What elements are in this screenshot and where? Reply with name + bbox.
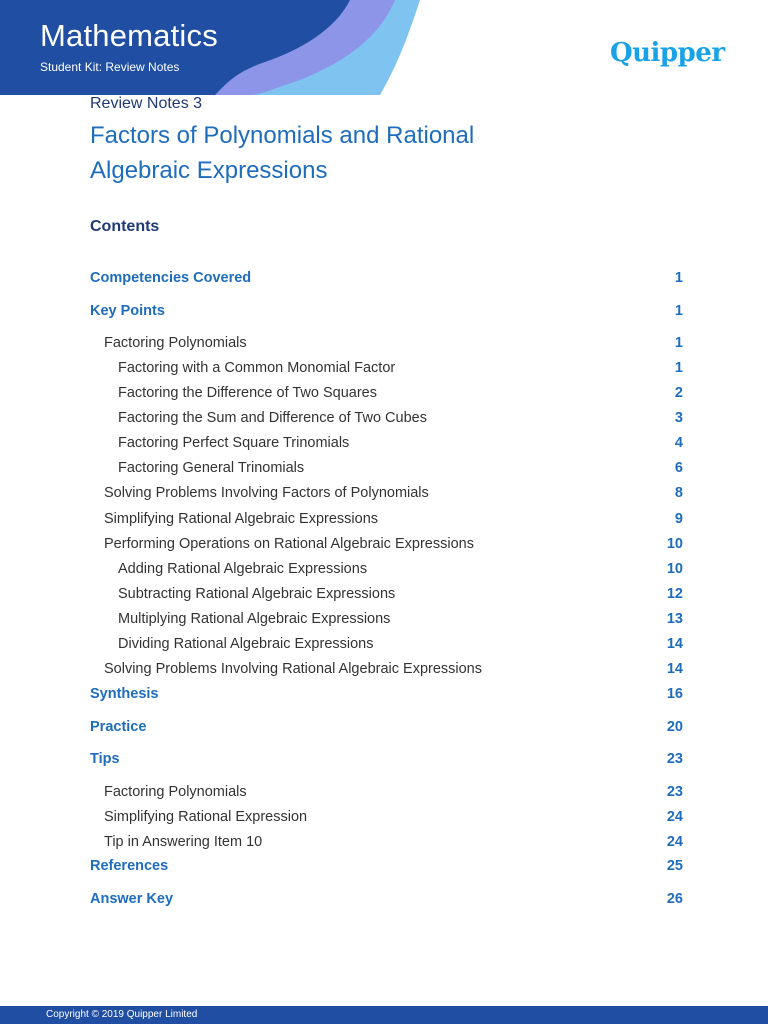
toc-entry-label: Multiplying Rational Algebraic Expressions <box>118 611 391 627</box>
copyright-text: Copyright © 2019 Quipper Limited <box>46 1009 198 1020</box>
toc-entry[interactable] <box>104 533 683 555</box>
toc-entry-label: Factoring the Sum and Difference of Two Cubes <box>118 410 427 426</box>
toc-entry-page: 14 <box>666 636 683 652</box>
toc-entry[interactable] <box>90 748 683 770</box>
toc-entry[interactable] <box>118 558 683 580</box>
toc-entry[interactable] <box>118 432 683 454</box>
toc-entry[interactable] <box>104 781 683 803</box>
toc-entry[interactable] <box>104 806 683 828</box>
toc-entry-page: 25 <box>666 858 683 874</box>
toc-entry-page: 13 <box>666 611 683 627</box>
toc-entry-label: Factoring Polynomials <box>104 784 247 800</box>
toc-entry-page: 20 <box>666 719 683 735</box>
toc-entry-label: Tip in Answering Item 10 <box>104 834 263 850</box>
toc-entry-label: References <box>90 858 169 874</box>
toc-entry[interactable] <box>90 716 683 738</box>
toc-entry-page: 10 <box>666 536 683 552</box>
toc-entry-page: 3 <box>674 410 683 426</box>
toc-entry-label: Factoring with a Common Monomial Factor <box>118 360 396 376</box>
toc-entry-label: Key Points <box>90 303 165 319</box>
toc-entry-label: Answer Key <box>90 891 174 907</box>
kit-subtitle: Student Kit: Review Notes <box>40 60 180 74</box>
toc-entry[interactable] <box>90 300 683 322</box>
toc-entry[interactable] <box>90 888 683 910</box>
toc-entry-label: Tips <box>90 751 120 767</box>
quipper-logo: Quipper <box>610 38 725 68</box>
contents-heading: Contents <box>90 218 160 235</box>
toc-entry-page: 9 <box>674 511 683 527</box>
review-notes-label: Review Notes 3 <box>90 95 203 112</box>
toc-entry-page: 24 <box>666 809 683 825</box>
toc-entry[interactable] <box>90 267 683 289</box>
toc-entry-label: Solving Problems Involving Rational Algebraic Expressions <box>104 661 482 677</box>
toc-entry[interactable] <box>118 633 683 655</box>
toc-entry-label: Practice <box>90 719 147 735</box>
toc-entry-page: 16 <box>666 686 683 702</box>
toc-entry-label: Factoring the Difference of Two Squares <box>118 385 377 401</box>
toc-entry-page: 6 <box>674 460 683 476</box>
toc-entry[interactable] <box>104 482 683 504</box>
toc-entry-page: 1 <box>674 360 683 376</box>
toc-entry[interactable] <box>90 683 683 705</box>
toc-entry[interactable] <box>118 382 683 404</box>
toc-entry-page: 4 <box>674 435 683 451</box>
toc-entry-page: 10 <box>666 561 683 577</box>
toc-entry[interactable] <box>104 508 683 530</box>
toc-entry-page: 24 <box>666 834 683 850</box>
toc-entry[interactable] <box>118 608 683 630</box>
toc-entry-page: 14 <box>666 661 683 677</box>
toc-entry[interactable] <box>104 831 683 853</box>
toc-entry-page: 26 <box>666 891 683 907</box>
subject-title: Mathematics <box>40 18 218 53</box>
toc-entry[interactable] <box>118 407 683 429</box>
toc-entry-page: 12 <box>666 586 683 602</box>
toc-entry-page: 2 <box>674 385 683 401</box>
toc-entry-label: Factoring Perfect Square Trinomials <box>118 435 350 451</box>
toc-entry[interactable] <box>104 332 683 354</box>
title-line-1: Factors of Polynomials and Rational <box>90 122 475 149</box>
toc-entry-label: Adding Rational Algebraic Expressions <box>118 561 368 577</box>
toc-entry-page: 1 <box>674 270 683 286</box>
toc-entry-label: Solving Problems Involving Factors of Polynomials <box>104 485 429 501</box>
toc-entry-page: 23 <box>666 751 683 767</box>
toc-entry-label: Performing Operations on Rational Algebraic Expressions <box>104 536 474 552</box>
toc-entry[interactable] <box>90 855 683 877</box>
toc-entry-label: Synthesis <box>90 686 159 702</box>
toc-entry[interactable] <box>104 658 683 680</box>
page-footer <box>0 1006 768 1024</box>
toc-entry-label: Competencies Covered <box>90 270 252 286</box>
toc-entry-label: Simplifying Rational Expression <box>104 809 308 825</box>
toc-entry[interactable] <box>118 357 683 379</box>
toc-entry-label: Factoring General Trinomials <box>118 460 305 476</box>
toc-entry-page: 1 <box>674 335 683 351</box>
title-line-2: Algebraic Expressions <box>90 157 328 184</box>
toc-entry-label: Simplifying Rational Algebraic Expressions <box>104 511 379 527</box>
toc-entry-label: Subtracting Rational Algebraic Expressions <box>118 586 396 602</box>
toc-entry-label: Dividing Rational Algebraic Expressions <box>118 636 374 652</box>
toc-entry-page: 23 <box>666 784 683 800</box>
toc-entry-label: Factoring Polynomials <box>104 335 247 351</box>
toc-entry-page: 8 <box>674 485 683 501</box>
toc-entry[interactable] <box>118 457 683 479</box>
toc-entry[interactable] <box>118 583 683 605</box>
toc-entry-page: 1 <box>674 303 683 319</box>
